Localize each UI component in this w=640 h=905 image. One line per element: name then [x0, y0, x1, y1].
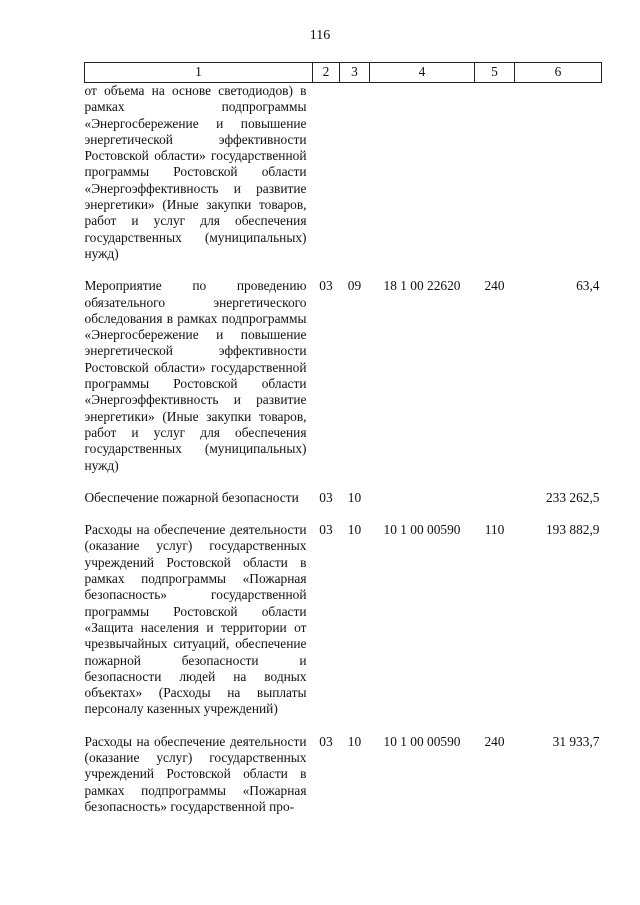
table-row [85, 522, 602, 734]
column-header: 3 [340, 63, 370, 83]
section-code: 03 [319, 522, 333, 538]
column-header: 5 [475, 63, 515, 83]
amount [515, 83, 602, 279]
expense-type-code: 240 [484, 278, 505, 294]
row-description: Обеспечение пожарной безопасности [84, 489, 299, 505]
section-code: 03 [319, 489, 333, 505]
expense-type-code [475, 490, 515, 522]
row-description: Расходы на обеспечение деятельности (оказание услуг) государственных учреждений Ростовской области в рамках подпрограммы «Пожарная безопасность» государственной про- [84, 733, 307, 814]
target-article-code: 18 1 00 22620 [383, 278, 461, 294]
section-code: 03 [319, 733, 333, 749]
amount: 233 262,5 [545, 489, 600, 505]
column-header: 1 [85, 63, 313, 83]
subsection-code: 10 [347, 522, 362, 538]
budget-table [84, 62, 602, 831]
table-row [85, 83, 602, 279]
section-code [313, 83, 340, 279]
row-description: от объема на основе светодиодов) в рамках подпрограммы «Энергосбережение и повышение энергетической эффективности Ростовской области» государственной программы Ростовской области «Энергоэффективность и развитие энергетики» (Иные закупки товаров, работ и услуг для обеспечения государственных (муниципальных) нужд) [84, 83, 307, 261]
subsection-code: 10 [347, 733, 362, 749]
expense-type-code [475, 83, 515, 279]
amount: 31 933,7 [552, 733, 600, 749]
expense-type-code: 240 [484, 733, 505, 749]
target-article-code [370, 83, 475, 279]
subsection-code: 10 [347, 489, 362, 505]
subsection-code: 09 [347, 278, 362, 294]
row-description: Расходы на обеспечение деятельности (оказание услуг) государственных учреждений Ростовской области в рамках подпрограммы «Пожарная безопасность» государственной программы Ростовской области «Защита населения и территории от чрезвычайных ситуаций, обеспечение пожарной безопасности и безопасности людей на водных объектах» (Расходы на выплаты персоналу казенных учреждений) [84, 522, 307, 717]
amount: 193 882,9 [545, 522, 600, 538]
subsection-code [340, 83, 370, 279]
expense-type-code: 110 [484, 522, 505, 538]
column-header: 6 [515, 63, 602, 83]
target-article-code: 10 1 00 00590 [383, 522, 461, 538]
column-header: 4 [370, 63, 475, 83]
target-article-code [370, 490, 475, 522]
row-description: Мероприятие по проведению обязательного энергетического обследования в рамках подпрограммы «Энергосбережение и повышение энергетической эффективности Ростовской области» государственной программы Ростовской области «Энергоэффективность и развитие энергетики» (Иные закупки товаров, работ и услуг для обеспечения государственных (муниципальных) нужд) [84, 278, 307, 473]
section-code: 03 [319, 278, 333, 294]
table-row [85, 734, 602, 831]
amount: 63,4 [576, 278, 600, 294]
header-row [85, 63, 602, 83]
page-number: 116 [309, 28, 331, 43]
table-row [85, 490, 602, 522]
table-row [85, 278, 602, 490]
column-header: 2 [313, 63, 340, 83]
target-article-code: 10 1 00 00590 [383, 733, 461, 749]
